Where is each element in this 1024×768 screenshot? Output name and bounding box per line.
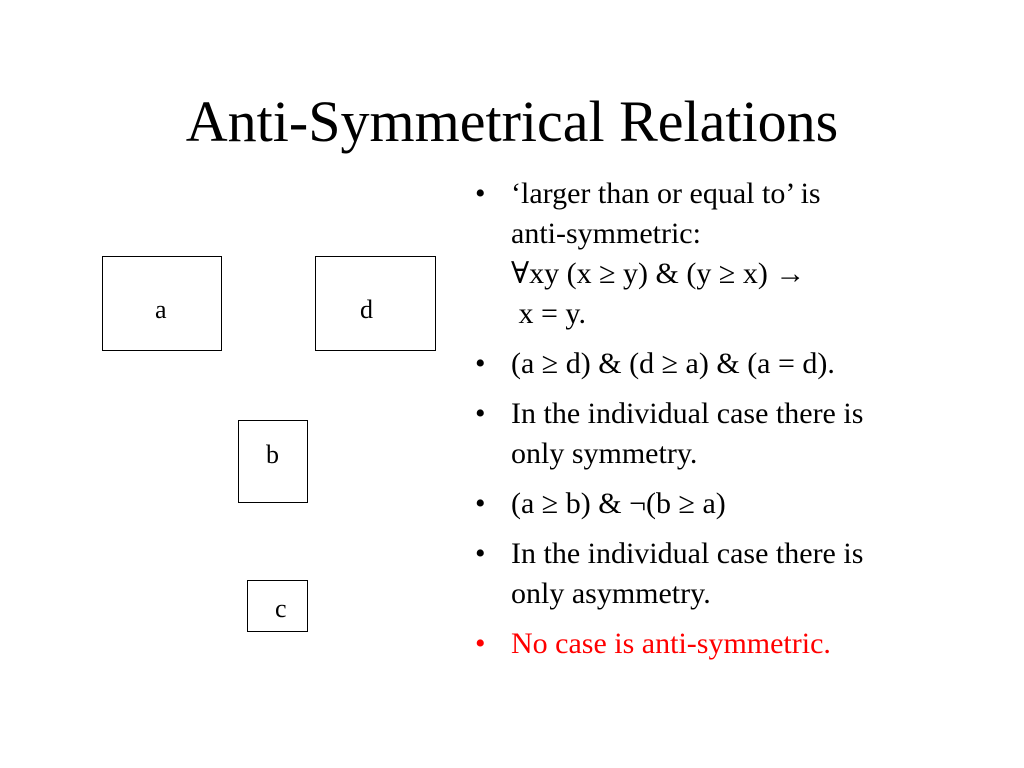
bullet-line: No case is anti-symmetric. [511, 627, 831, 660]
bullet-marker: • [475, 487, 486, 520]
box-d [315, 256, 436, 351]
bullet-line: only asymmetry. [511, 577, 711, 610]
bullet-item [475, 394, 1015, 474]
bullet-line: (a ≥ b) & ¬(b ≥ a) [511, 487, 726, 520]
bullet-line: (a ≥ d) & (d ≥ a) & (a = d). [511, 347, 835, 380]
bullet-line: only symmetry. [511, 437, 698, 470]
slide-title: Anti-Symmetrical Relations [185, 89, 839, 154]
bullet-item [475, 174, 1015, 334]
box-d-label: d [360, 295, 373, 324]
bullet-item [475, 484, 1015, 524]
bullet-marker: • [475, 177, 486, 210]
bullet-marker: • [475, 397, 486, 430]
bullet-list [475, 174, 1015, 674]
bullet-item [475, 344, 1015, 384]
bullet-line: ∀xy (x ≥ y) & (y ≥ x) → [511, 257, 806, 290]
bullet-marker: • [475, 347, 486, 380]
bullet-item-highlight [475, 624, 1015, 664]
bullet-line: In the individual case there is [511, 397, 864, 430]
bullet-marker: • [475, 537, 486, 570]
bullet-line: anti-symmetric: [511, 217, 701, 250]
box-b-label: b [266, 440, 279, 469]
box-c-label: c [275, 594, 287, 623]
bullet-marker: • [475, 627, 486, 660]
box-a-label: a [155, 295, 167, 324]
bullet-line: In the individual case there is [511, 537, 864, 570]
bullet-item [475, 534, 1015, 614]
bullet-line: ‘larger than or equal to’ is [511, 177, 821, 210]
bullet-line: x = y. [511, 297, 586, 330]
